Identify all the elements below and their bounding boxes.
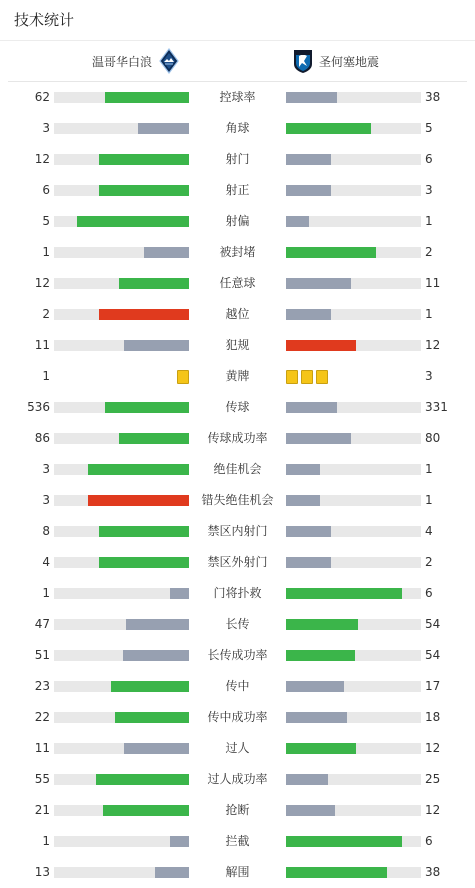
stat-row	[0, 702, 475, 733]
away-stat-value: 25	[425, 772, 441, 786]
home-stat-bar	[54, 340, 189, 351]
stat-row	[0, 392, 475, 423]
home-stat-value: 8	[42, 524, 50, 538]
home-stat-value: 11	[34, 741, 50, 755]
stat-row	[0, 516, 475, 547]
stat-row	[0, 299, 475, 330]
away-stat-bar-fill	[286, 247, 376, 258]
away-stat-bar-fill	[286, 557, 331, 568]
stat-row	[0, 82, 475, 113]
away-stat-bar-fill	[286, 340, 356, 351]
away-stat-bar-fill	[286, 526, 331, 537]
away-stat-bar-fill	[286, 805, 335, 816]
away-stat-value: 1	[425, 462, 433, 476]
away-stat-bar	[286, 464, 421, 475]
home-stat-bar	[54, 216, 189, 227]
away-stat-value: 1	[425, 493, 433, 507]
home-stat-bar-fill	[88, 464, 189, 475]
home-stat-bar-fill	[77, 216, 189, 227]
stat-row	[0, 764, 475, 795]
stat-label: 长传	[225, 617, 250, 631]
stat-label: 传中	[225, 679, 250, 693]
away-stat-bar	[286, 216, 421, 227]
stat-label: 门将扑救	[213, 586, 262, 600]
home-stat-bar	[54, 247, 189, 258]
away-stat-bar-fill	[286, 867, 387, 878]
away-stat-bar	[286, 588, 421, 599]
away-stat-bar-fill	[286, 774, 328, 785]
stat-label: 越位	[225, 307, 250, 321]
away-stat-bar-fill	[286, 743, 356, 754]
home-stat-bar	[54, 867, 189, 878]
home-stat-bar	[54, 464, 189, 475]
home-stat-value: 5	[42, 214, 50, 228]
away-stat-bar	[286, 774, 421, 785]
home-stat-value: 3	[42, 493, 50, 507]
stat-row	[0, 361, 475, 392]
home-stat-bar-fill	[126, 619, 189, 630]
home-stat-bar-fill	[115, 712, 189, 723]
home-stat-bar	[54, 433, 189, 444]
away-stat-bar	[286, 123, 421, 134]
away-stat-value: 3	[425, 183, 433, 197]
stat-row	[0, 795, 475, 826]
home-stat-bar-fill	[105, 92, 189, 103]
stat-row	[0, 578, 475, 609]
stat-label: 绝佳机会	[213, 462, 262, 476]
away-stat-bar-fill	[286, 185, 331, 196]
home-stat-bar-fill	[144, 247, 189, 258]
away-stat-value: 4	[425, 524, 433, 538]
away-stat-value: 54	[425, 648, 441, 662]
away-stat-bar	[286, 340, 421, 351]
away-stat-bar	[286, 712, 421, 723]
home-stat-bar-fill	[138, 123, 189, 134]
home-stat-value: 51	[34, 648, 50, 662]
home-stat-bar	[54, 650, 189, 661]
away-stat-bar	[286, 681, 421, 692]
away-stat-bar	[286, 836, 421, 847]
away-stat-bar-fill	[286, 154, 331, 165]
home-stat-value: 1	[42, 369, 50, 383]
home-stat-bar-fill	[88, 495, 189, 506]
home-stat-value: 55	[34, 772, 50, 786]
stat-label: 黄牌	[225, 369, 250, 383]
away-stat-bar-fill	[286, 123, 371, 134]
home-stat-bar-fill	[123, 650, 189, 661]
home-stat-bar-fill	[124, 340, 189, 351]
home-stat-value: 1	[42, 245, 50, 259]
away-stat-bar-fill	[286, 588, 402, 599]
stat-label: 控球率	[219, 90, 256, 104]
away-stat-value: 6	[425, 586, 433, 600]
away-stat-value: 331	[425, 400, 448, 414]
home-stat-bar-fill	[96, 774, 189, 785]
home-stat-bar	[54, 588, 189, 599]
away-stat-bar	[286, 278, 421, 289]
stat-label: 禁区内射门	[207, 524, 268, 538]
stat-label: 传球	[225, 400, 250, 414]
stat-label: 角球	[225, 121, 250, 135]
yellow-card-icon	[177, 370, 189, 384]
home-team-name: 温哥华白浪	[91, 54, 152, 69]
away-stat-bar	[286, 92, 421, 103]
home-stat-bar	[54, 557, 189, 568]
home-stat-value: 1	[42, 586, 50, 600]
stat-row	[0, 113, 475, 144]
stat-row	[0, 547, 475, 578]
stat-label: 抢断	[225, 803, 250, 817]
home-stat-bar-fill	[99, 557, 189, 568]
away-stat-value: 38	[425, 90, 441, 104]
home-stat-value: 4	[42, 555, 50, 569]
home-stat-bar	[54, 309, 189, 320]
stat-label: 传中成功率	[207, 710, 268, 724]
yellow-card-icon	[301, 370, 313, 384]
stat-row	[0, 423, 475, 454]
home-stat-value: 23	[34, 679, 50, 693]
home-stat-value: 3	[42, 462, 50, 476]
away-stat-value: 12	[425, 803, 441, 817]
away-stat-bar	[286, 619, 421, 630]
away-stat-value: 5	[425, 121, 433, 135]
home-stat-value: 6	[42, 183, 50, 197]
home-stat-bar	[54, 619, 189, 630]
away-stat-value: 17	[425, 679, 441, 693]
home-stat-bar	[54, 92, 189, 103]
vancouver-whitecaps-logo-icon	[158, 48, 180, 74]
home-stat-value: 3	[42, 121, 50, 135]
home-stat-bar-fill	[170, 588, 189, 599]
away-stat-bar	[286, 495, 421, 506]
home-stat-value: 86	[34, 431, 50, 445]
stats-list	[0, 82, 475, 888]
away-stat-bar	[286, 526, 421, 537]
home-stat-bar-fill	[119, 433, 189, 444]
stat-label: 禁区外射门	[207, 555, 268, 569]
away-team-name: 圣何塞地震	[319, 54, 380, 69]
home-stat-bar-fill	[99, 309, 189, 320]
stat-label: 错失绝佳机会	[201, 493, 274, 507]
stat-label: 犯规	[225, 338, 250, 352]
away-team[interactable]	[292, 41, 379, 81]
san-jose-earthquakes-logo-icon	[292, 48, 314, 74]
home-stat-bar-fill	[111, 681, 189, 692]
home-stat-value: 12	[34, 152, 50, 166]
away-stat-bar-fill	[286, 309, 331, 320]
away-stat-value: 80	[425, 431, 441, 445]
stat-row	[0, 330, 475, 361]
home-stat-bar-fill	[99, 154, 189, 165]
home-stat-value: 13	[34, 865, 50, 879]
away-stat-bar-fill	[286, 650, 355, 661]
away-stat-value: 6	[425, 834, 433, 848]
stat-label: 射门	[225, 152, 250, 166]
home-stat-bar-fill	[119, 278, 189, 289]
home-stat-value: 21	[34, 803, 50, 817]
home-stat-bar	[54, 402, 189, 413]
away-stat-bar	[286, 433, 421, 444]
home-stat-bar	[54, 743, 189, 754]
away-stat-value: 2	[425, 555, 433, 569]
stat-label: 解围	[225, 865, 250, 879]
away-stat-bar	[286, 557, 421, 568]
away-stat-bar	[286, 309, 421, 320]
stat-label: 射偏	[225, 214, 250, 228]
away-stat-value: 11	[425, 276, 441, 290]
home-stat-bar	[54, 681, 189, 692]
home-stat-bar	[54, 154, 189, 165]
away-stat-bar-fill	[286, 836, 402, 847]
home-stat-bar-fill	[99, 526, 189, 537]
away-stat-value: 2	[425, 245, 433, 259]
yellow-card-icon	[286, 370, 298, 384]
away-stat-bar	[286, 185, 421, 196]
stat-row	[0, 857, 475, 888]
stat-row	[0, 268, 475, 299]
away-yellow-cards	[286, 370, 328, 383]
stat-label: 传球成功率	[207, 431, 268, 445]
home-stat-value: 47	[34, 617, 50, 631]
stat-row	[0, 485, 475, 516]
away-stat-value: 1	[425, 307, 433, 321]
home-stat-value: 2	[42, 307, 50, 321]
away-stat-value: 3	[425, 369, 433, 383]
home-team[interactable]	[92, 41, 180, 81]
stat-row	[0, 826, 475, 857]
away-stat-value: 54	[425, 617, 441, 631]
home-stat-bar-fill	[105, 402, 189, 413]
stat-row	[0, 206, 475, 237]
stat-label: 被封堵	[219, 245, 256, 259]
stat-label: 过人	[225, 741, 250, 755]
home-stat-bar	[54, 278, 189, 289]
away-stat-bar-fill	[286, 619, 358, 630]
home-stat-value: 1	[42, 834, 50, 848]
home-stat-value: 11	[34, 338, 50, 352]
teams-header	[8, 41, 467, 82]
away-stat-bar-fill	[286, 681, 344, 692]
stat-row	[0, 671, 475, 702]
home-stat-bar-fill	[103, 805, 189, 816]
home-stat-value: 536	[27, 400, 50, 414]
home-stat-bar-fill	[99, 185, 189, 196]
stat-row	[0, 640, 475, 671]
away-stat-value: 1	[425, 214, 433, 228]
page-title: 技术统计	[0, 0, 475, 41]
home-yellow-cards	[177, 370, 189, 383]
home-stat-bar-fill	[170, 836, 189, 847]
away-stat-value: 12	[425, 741, 441, 755]
stat-row	[0, 175, 475, 206]
away-stat-value: 12	[425, 338, 441, 352]
stat-label: 拦截	[225, 834, 250, 848]
away-stat-bar	[286, 154, 421, 165]
away-stat-bar-fill	[286, 402, 337, 413]
stat-row	[0, 609, 475, 640]
stat-label: 任意球	[219, 276, 256, 290]
away-stat-bar-fill	[286, 92, 337, 103]
stat-label: 长传成功率	[207, 648, 268, 662]
away-stat-bar	[286, 650, 421, 661]
home-stat-bar	[54, 185, 189, 196]
away-stat-bar	[286, 805, 421, 816]
home-stat-bar	[54, 123, 189, 134]
away-stat-bar	[286, 743, 421, 754]
yellow-card-icon	[316, 370, 328, 384]
home-stat-bar	[54, 526, 189, 537]
away-stat-bar	[286, 867, 421, 878]
away-stat-bar	[286, 402, 421, 413]
home-stat-value: 22	[34, 710, 50, 724]
away-stat-bar	[286, 247, 421, 258]
home-stat-bar	[54, 836, 189, 847]
home-stat-value: 12	[34, 276, 50, 290]
away-stat-bar-fill	[286, 464, 320, 475]
home-stat-value: 62	[34, 90, 50, 104]
home-stat-bar	[54, 712, 189, 723]
home-stat-bar	[54, 774, 189, 785]
home-stat-bar	[54, 495, 189, 506]
away-stat-bar-fill	[286, 712, 347, 723]
away-stat-value: 6	[425, 152, 433, 166]
away-stat-value: 18	[425, 710, 441, 724]
stat-label: 射正	[225, 183, 250, 197]
stat-row	[0, 144, 475, 175]
stat-row	[0, 237, 475, 268]
stat-label: 过人成功率	[207, 772, 268, 786]
stat-row	[0, 454, 475, 485]
stat-row	[0, 733, 475, 764]
home-stat-bar-fill	[155, 867, 189, 878]
away-stat-value: 38	[425, 865, 441, 879]
home-stat-bar	[54, 805, 189, 816]
home-stat-bar-fill	[124, 743, 189, 754]
away-stat-bar-fill	[286, 495, 320, 506]
away-stat-bar-fill	[286, 216, 309, 227]
away-stat-bar-fill	[286, 433, 351, 444]
away-stat-bar-fill	[286, 278, 351, 289]
